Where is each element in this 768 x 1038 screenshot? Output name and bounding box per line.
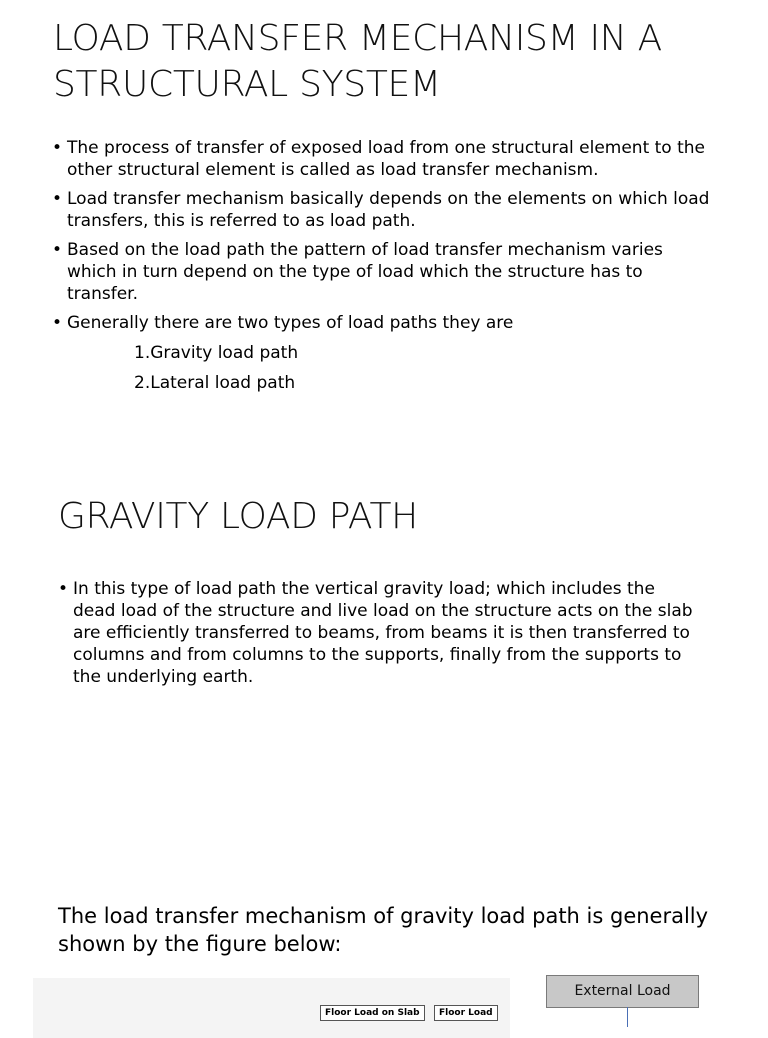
bullet-icon: • [52, 240, 63, 260]
slide-title: LOAD TRANSFER MECHANISM IN A STRUCTURAL SYSTEM [53, 18, 662, 105]
bullet-icon: • [52, 189, 63, 209]
slide-gravity-load-path [0, 478, 768, 1024]
slide-load-transfer [0, 0, 768, 470]
external-load-box: External Load [546, 975, 699, 1008]
bullet-text: Generally there are two types of load paths they are [67, 313, 514, 333]
bullet-icon: • [52, 138, 63, 158]
bullet-list [52, 137, 712, 401]
slide-title: GRAVITY LOAD PATH [58, 496, 418, 537]
bullet-text: Based on the load path the pattern of load transfer mechanism varies which in turn depend on the type of load which the structure has to transfer. [67, 240, 663, 304]
bullet-item [52, 188, 712, 232]
bullet-item [52, 239, 712, 305]
bullet-text: In this type of load path the vertical gravity load; which includes the dead load of the structure and live load on the structure acts on the slab are efficiently transferred to beams, from beams it is then transferred to columns and from columns to the supports, finally from the supports to the underlying earth. [73, 579, 693, 687]
bullet-item [52, 137, 712, 181]
bullet-list [58, 578, 698, 695]
bullet-icon: • [58, 579, 69, 599]
bullet-text: The process of transfer of exposed load from one structural element to the other structural element is called as load transfer mechanism. [67, 138, 706, 180]
bullet-item [52, 312, 712, 394]
bullet-icon: • [52, 313, 63, 333]
floor-load-on-slab-box: Floor Load on Slab [320, 1005, 425, 1021]
bullet-item [58, 578, 698, 688]
figure-caption: The load transfer mechanism of gravity load path is generally shown by the figure below: [58, 904, 709, 956]
arrow-down-icon [627, 1007, 628, 1027]
bullet-text: Load transfer mechanism basically depends on the elements on which load transfers, this is referred to as load path. [67, 189, 710, 231]
sub-list-item-lateral: 2.Lateral load path [134, 373, 296, 393]
sub-list-item-gravity: 1.Gravity load path [134, 343, 299, 363]
floor-load-box: Floor Load [434, 1005, 498, 1021]
load-path-figure [33, 978, 510, 1038]
